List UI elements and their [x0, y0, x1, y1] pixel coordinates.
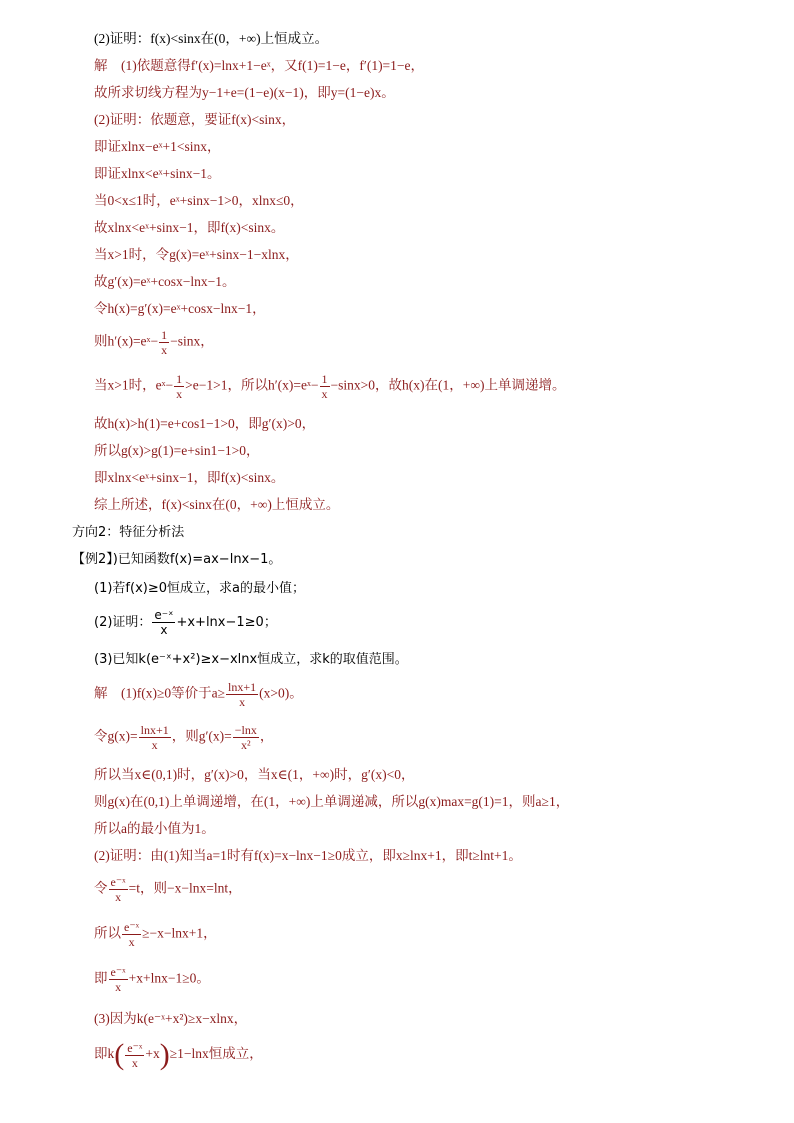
- line-02: 解 (1)依题意得f′(x)=lnx+1−eˣ，又f(1)=1−e，f′(1)=1−e，: [94, 58, 425, 73]
- fraction: [152, 608, 175, 637]
- line-23: [94, 680, 303, 709]
- line-15: 所以g(x)>g(1)=e+sin1−1>0，: [94, 443, 260, 458]
- text-seg: (x>0)。: [259, 685, 303, 701]
- line-07: 当0<x≤1时，eˣ+sinx−1>0，xlnx≤0，: [94, 193, 304, 208]
- text-seg: ≥1−lnx恒成立，: [169, 1046, 263, 1062]
- text-seg: 解 (1)f(x)≥0等价于a≥: [94, 685, 226, 701]
- paren-open: (: [114, 1038, 125, 1071]
- line-27: 所以a的最小值为1。: [94, 821, 215, 836]
- line-12: [94, 328, 214, 357]
- denominator: x: [115, 980, 122, 994]
- numerator: e⁻ˣ: [127, 1040, 143, 1055]
- line-17: 综上所述，f(x)<sinx在(0，+∞)上恒成立。: [94, 497, 340, 512]
- numerator: 1: [321, 372, 328, 386]
- denominator: x: [239, 695, 246, 709]
- line-11: 令h(x)=g′(x)=eˣ+cosx−lnx−1，: [94, 301, 266, 316]
- denominator: x²: [241, 738, 251, 752]
- line-29: [94, 875, 242, 904]
- denominator: x: [160, 623, 168, 637]
- text-seg: 令g(x)=: [94, 728, 138, 744]
- section-heading: 方向2：特征分析法: [72, 525, 185, 540]
- text-seg: +x+lnx−1≥0；: [176, 615, 277, 630]
- text-seg: 即k: [94, 1046, 115, 1062]
- text-seg: 当x>1时，eˣ−: [94, 377, 174, 393]
- question-1: (1)若f(x)≥0恒成立，求a的最小值；: [94, 581, 305, 596]
- line-25: 所以当x∈(0,1)时，g′(x)>0，当x∈(1，+∞)时，g′(x)<0，: [94, 767, 415, 782]
- line-04: (2)证明：依题意，要证f(x)<sinx，: [94, 112, 296, 127]
- numerator: −lnx: [234, 723, 257, 737]
- text-seg: −sinx，: [170, 333, 214, 349]
- numerator: lnx+1: [228, 680, 257, 694]
- fraction: [109, 875, 128, 904]
- text-seg: =t，则−x−lnx=lnt，: [128, 880, 242, 896]
- numerator: lnx+1: [140, 723, 169, 737]
- text-seg: ，则g′(x)=: [171, 728, 232, 744]
- text-seg: +x: [145, 1046, 160, 1062]
- fraction: [139, 723, 171, 752]
- line-16: 即xlnx<eˣ+sinx−1，即f(x)<sinx。: [94, 470, 285, 485]
- line-24: [94, 723, 273, 752]
- numerator: 1: [161, 328, 168, 342]
- text-seg: ≥−x−lnx+1，: [142, 925, 217, 941]
- fraction: [226, 680, 258, 709]
- text-seg: ，: [259, 728, 274, 744]
- example-title: 【例2】)已知函数f(x)=ax−lnx−1。: [72, 552, 282, 567]
- text-seg: +x+lnx−1≥0。: [128, 970, 210, 986]
- numerator: e⁻ˣ: [110, 965, 126, 979]
- numerator: 1: [176, 372, 183, 386]
- question-3: (3)已知k(e⁻ˣ+x²)≥x−xlnx恒成立，求k的取值范围。: [94, 652, 408, 667]
- text-seg: (2)证明：: [94, 615, 152, 630]
- text-seg: 令: [94, 880, 108, 896]
- line-32: (3)因为k(e⁻ˣ+x²)≥x−xlnx，: [94, 1011, 248, 1026]
- fraction: [109, 965, 128, 994]
- denominator: x: [161, 343, 168, 357]
- text-seg: 则h′(x)=eˣ−: [94, 333, 159, 349]
- question-2: [94, 608, 277, 637]
- line-09: 当x>1时，令g(x)=eˣ+sinx−1−xlnx，: [94, 247, 299, 262]
- line-13: [94, 372, 565, 401]
- numerator: e⁻ˣ: [154, 608, 174, 622]
- numerator: e⁻ˣ: [110, 875, 126, 889]
- line-05: 即证xlnx−eˣ+1<sinx，: [94, 139, 221, 154]
- denominator: x: [321, 387, 328, 401]
- line-33: [94, 1040, 263, 1070]
- line-06: 即证xlnx<eˣ+sinx−1。: [94, 166, 221, 181]
- denominator: x: [176, 387, 183, 401]
- line-14: 故h(x)>h(1)=e+cos1−1>0，即g′(x)>0，: [94, 416, 316, 431]
- fraction: [125, 1041, 144, 1070]
- line-10: 故g′(x)=eˣ+cosx−lnx−1。: [94, 274, 236, 289]
- fraction: [320, 372, 330, 401]
- line-31: [94, 965, 210, 994]
- fraction: [159, 328, 169, 357]
- text-seg: 即: [94, 970, 108, 986]
- fraction: [233, 723, 259, 752]
- line-03: 故所求切线方程为y−1+e=(1−e)(x−1)，即y=(1−e)x。: [94, 85, 395, 100]
- line-26: 则g(x)在(0,1)上单调递增，在(1，+∞)上单调递减，所以g(x)max=g(1)=1，则a≥1，: [94, 794, 570, 809]
- line-30: [94, 920, 217, 949]
- line-01: [94, 30, 328, 48]
- line-08: 故xlnx<eˣ+sinx−1，即f(x)<sinx。: [94, 220, 285, 235]
- fraction: [122, 920, 141, 949]
- paren-close: ): [159, 1038, 170, 1071]
- text-seg: >e−1>1，所以h′(x)=eˣ−: [185, 377, 319, 393]
- line-28: (2)证明：由(1)知当a=1时有f(x)=x−lnx−1≥0成立，即x≥lnx+1，即t≥lnt+1。: [94, 848, 522, 863]
- numerator: e⁻ˣ: [124, 920, 140, 934]
- denominator: x: [115, 890, 122, 904]
- line-text: (2)证明：f(x)<sinx在(0，+∞)上恒成立。: [94, 31, 329, 46]
- text-seg: 所以: [94, 925, 121, 941]
- text-seg: −sinx>0，故h(x)在(1，+∞)上单调递增。: [330, 377, 566, 393]
- denominator: x: [131, 1055, 138, 1070]
- denominator: x: [151, 738, 158, 752]
- fraction: [174, 372, 184, 401]
- denominator: x: [128, 935, 135, 949]
